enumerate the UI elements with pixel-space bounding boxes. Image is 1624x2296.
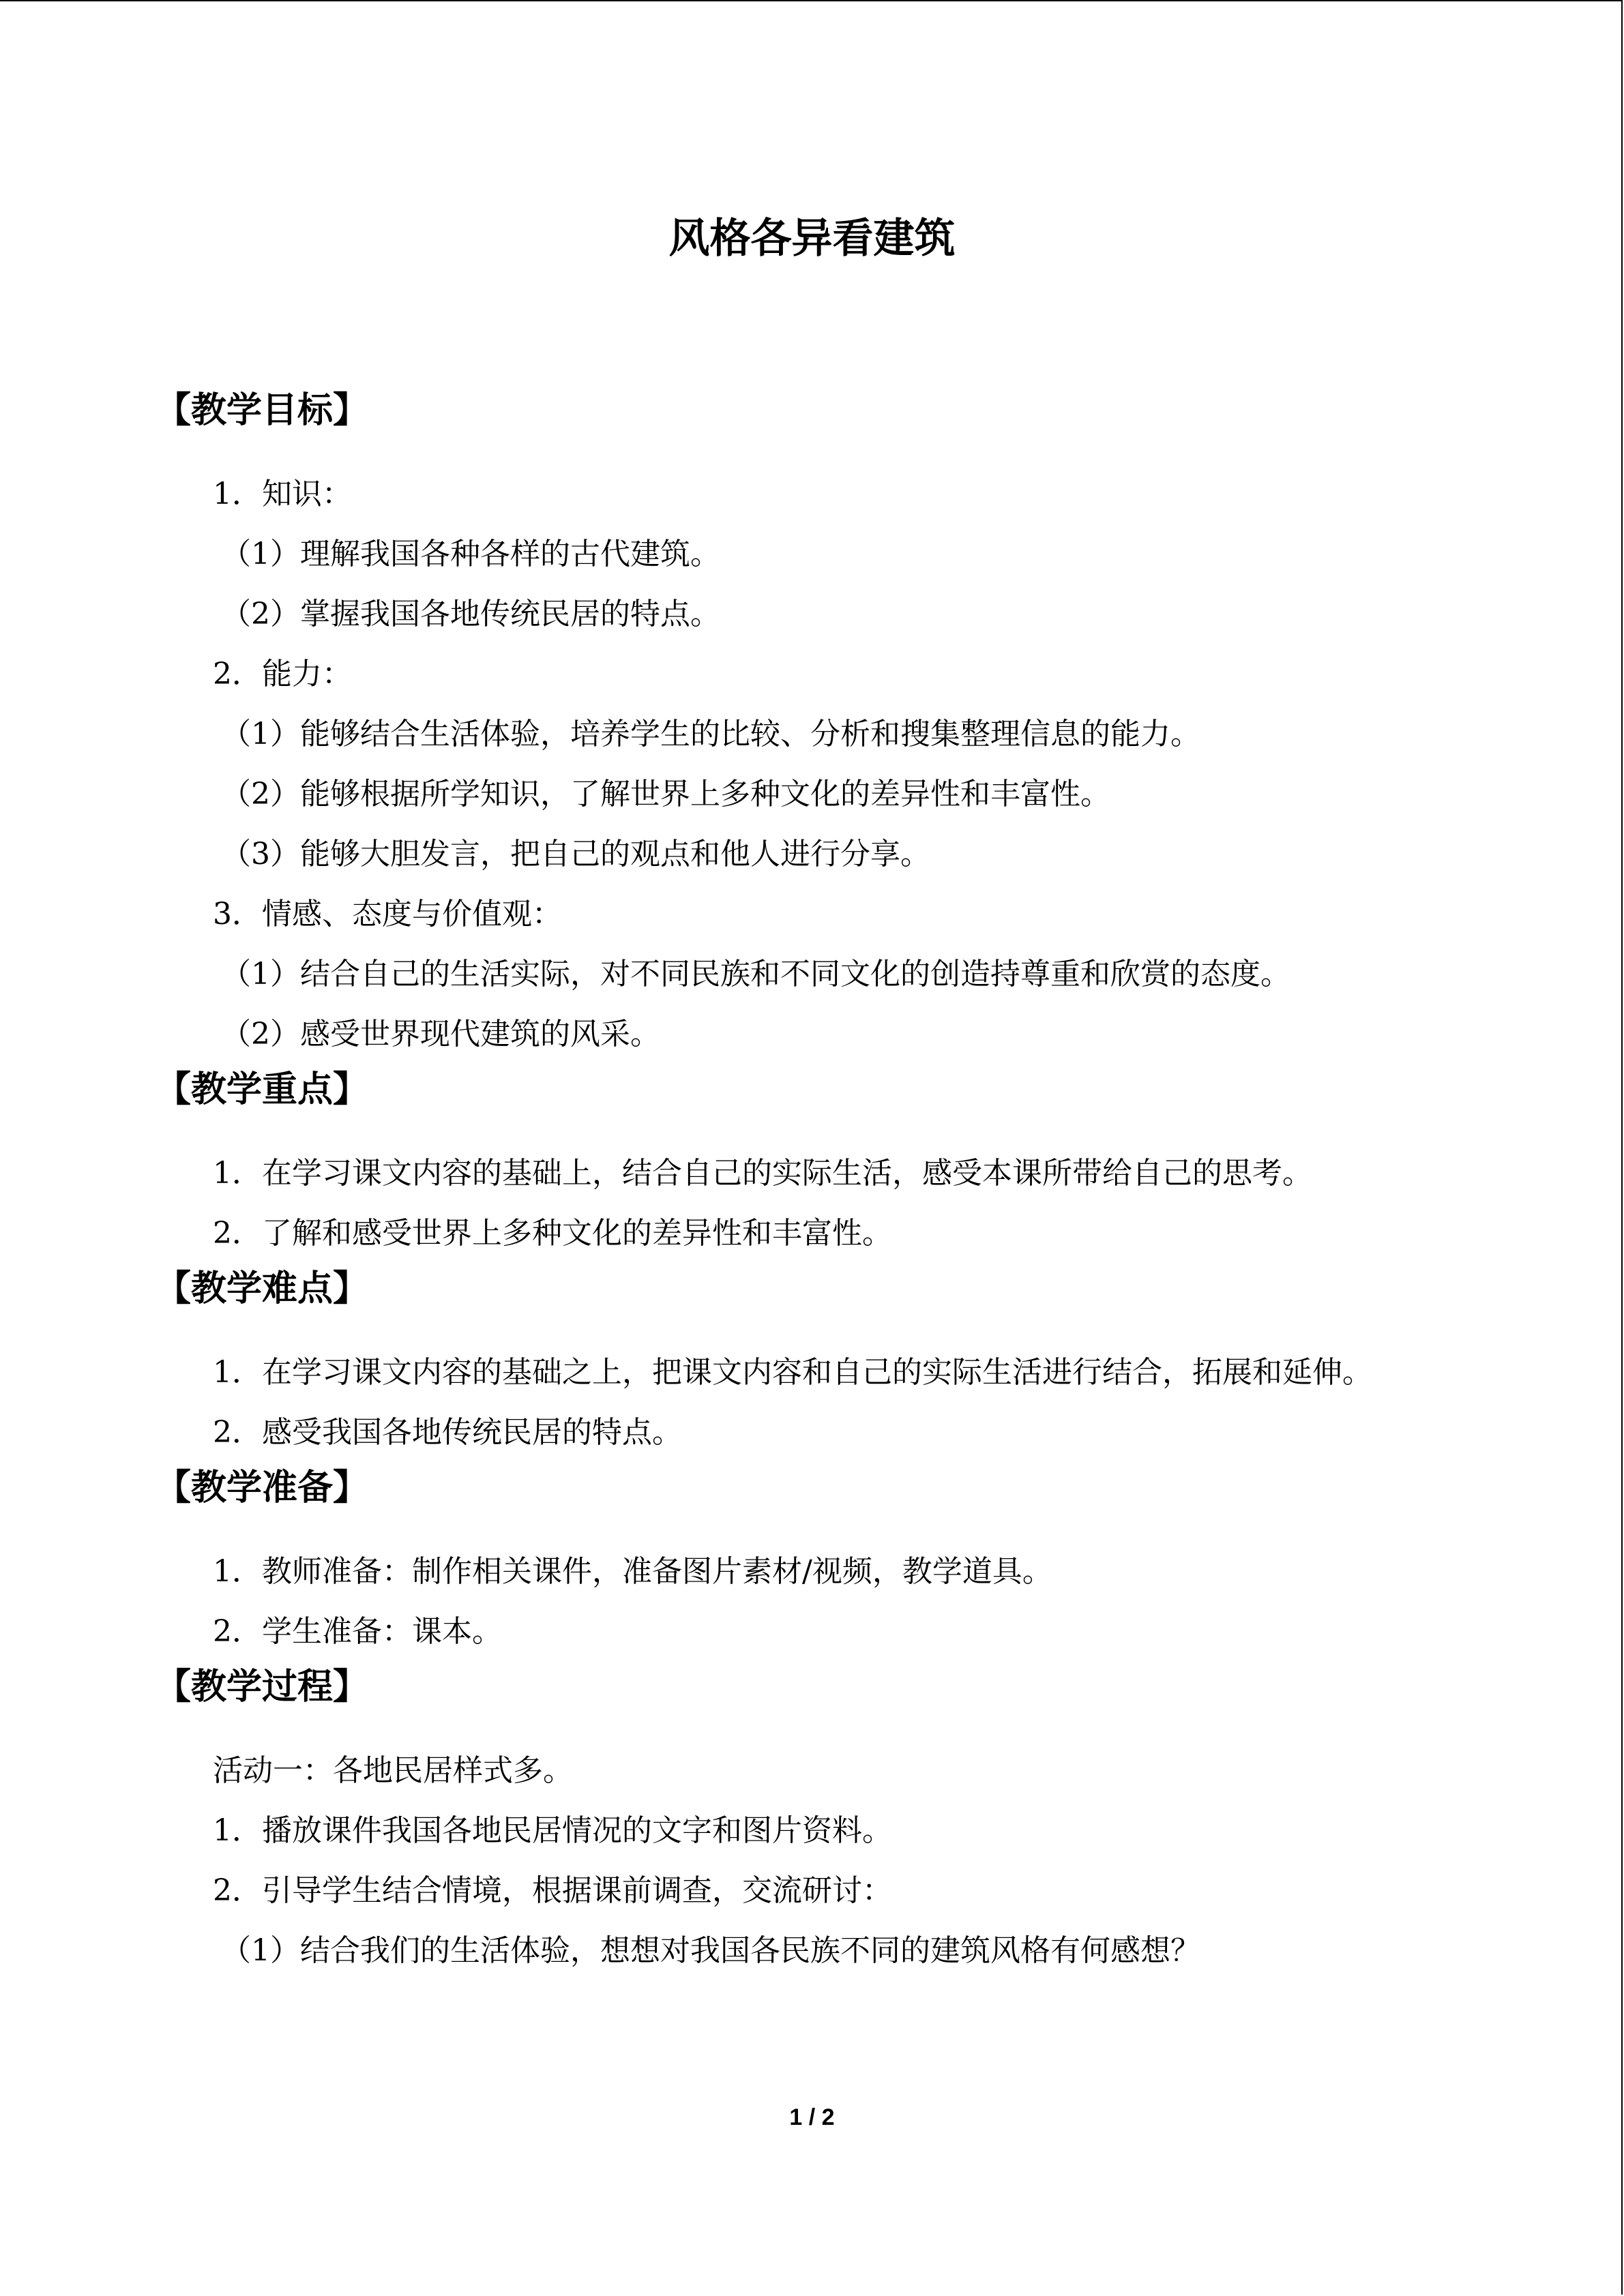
section-heading: 【教学目标】 — [156, 389, 369, 431]
document-body — [156, 385, 1492, 1981]
section-key-points — [156, 1064, 1492, 1264]
list-item: 3．情感、态度与价值观： — [213, 897, 562, 931]
section-heading: 【教学过程】 — [156, 1666, 369, 1708]
list-item: （3）能够大胆发言，把自己的观点和他人进行分享。 — [221, 837, 930, 871]
list-item: 2．感受我国各地传统民居的特点。 — [213, 1415, 682, 1450]
list-item: 1．在学习课文内容的基础之上，把课文内容和自己的实际生活进行结合，拓展和延伸。 — [213, 1355, 1372, 1390]
list-item: （1）结合自己的生活实际，对不同民族和不同文化的创造持尊重和欣赏的态度。 — [221, 957, 1290, 992]
list-item: 2．能力： — [213, 657, 352, 691]
list-item: （2）能够根据所学知识，了解世界上多种文化的差异性和丰富性。 — [221, 777, 1110, 811]
section-teaching-objectives — [156, 385, 1492, 1064]
list-item: 活动一：各地民居样式多。 — [213, 1753, 573, 1788]
list-item: （1）理解我国各种各样的古代建筑。 — [221, 537, 720, 571]
list-item: 1．知识： — [213, 477, 352, 511]
page-number: 1 / 2 — [789, 2104, 835, 2130]
list-item: 1．播放课件我国各地民居情况的文字和图片资料。 — [213, 1813, 892, 1848]
list-item: 2．引导学生结合情境，根据课前调查，交流研讨： — [213, 1873, 892, 1908]
section-heading: 【教学难点】 — [156, 1268, 369, 1309]
section-teaching-process — [156, 1662, 1492, 1981]
list-item: 1．教师准备：制作相关课件，准备图片素材/视频，教学道具。 — [213, 1554, 1052, 1589]
list-item: 2．学生准备：课本。 — [213, 1614, 502, 1649]
list-item: （1）结合我们的生活体验，想想对我国各民族不同的建筑风格有何感想？ — [221, 1933, 1200, 1968]
list-item: 1．在学习课文内容的基础上，结合自己的实际生活，感受本课所带给自己的思考。 — [213, 1156, 1312, 1191]
list-item: （1）能够结合生活体验，培养学生的比较、分析和搜集整理信息的能力。 — [221, 717, 1200, 751]
section-preparation — [156, 1463, 1492, 1662]
section-heading: 【教学准备】 — [156, 1467, 369, 1508]
section-difficult-points — [156, 1264, 1492, 1463]
list-item: 2．了解和感受世界上多种文化的差异性和丰富性。 — [213, 1216, 892, 1251]
document-title: 风格各异看建筑 — [668, 215, 956, 263]
list-item: （2）感受世界现代建筑的风采。 — [221, 1017, 660, 1052]
section-heading: 【教学重点】 — [156, 1069, 369, 1110]
list-item: （2）掌握我国各地传统民居的特点。 — [221, 597, 720, 631]
